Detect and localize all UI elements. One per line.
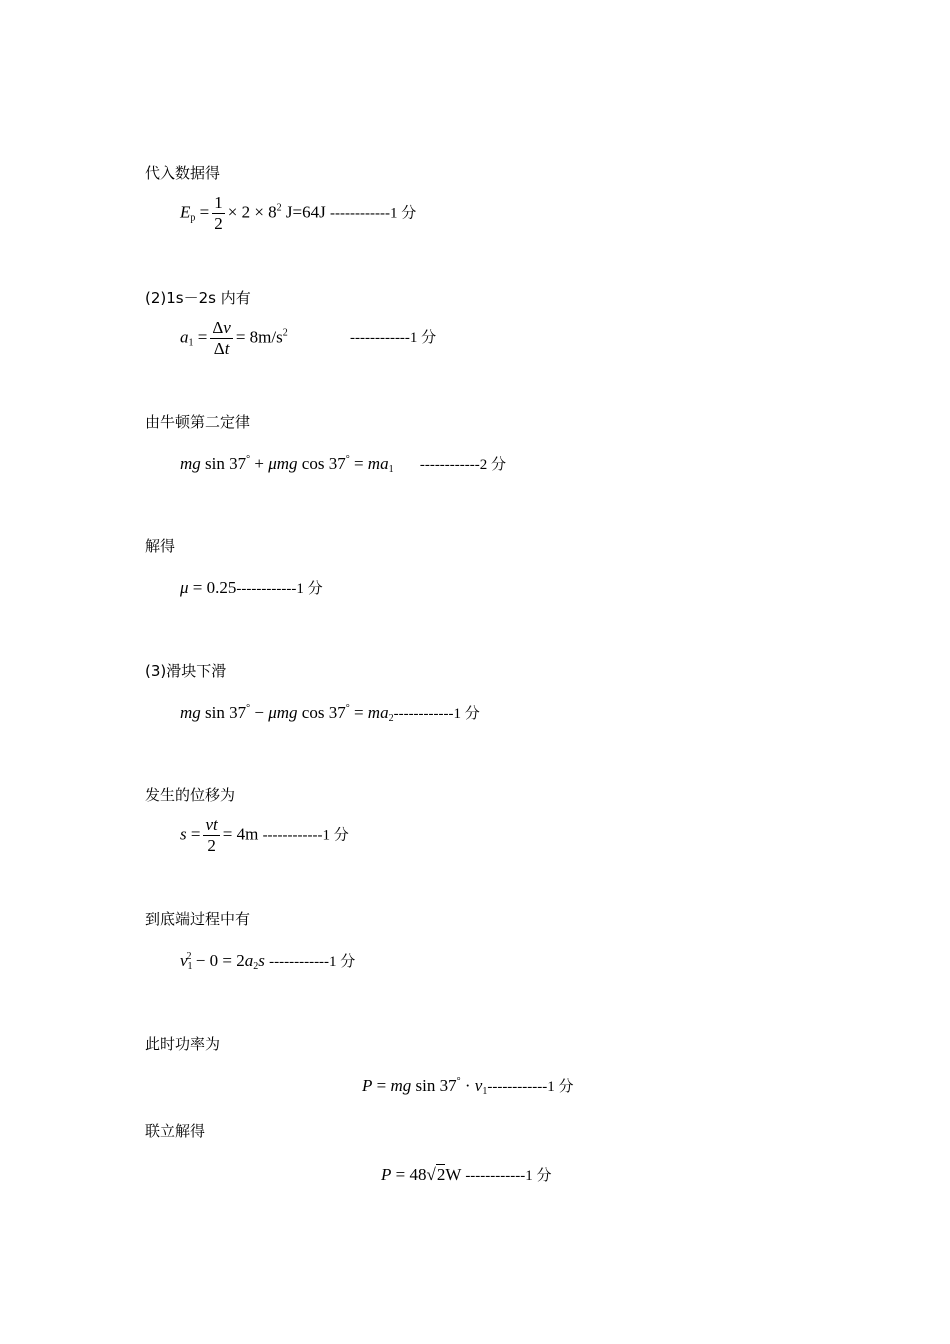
score-9: ------------1 分 xyxy=(465,1168,552,1184)
equation-kinematics: $v_1^2 - 0 = 2a_2s$ ------------1 分 xyxy=(180,951,356,972)
score-5: ------------1 分 xyxy=(393,706,480,722)
equation-ep: $E_p$ = $\frac{1}{2}$ × $2 \times 8^2$ J=64J ------------1 分 xyxy=(180,193,417,233)
label-newton: 由牛顿第二定律 xyxy=(145,413,251,431)
label-to-bottom: 到底端过程中有 xyxy=(145,910,251,928)
score-1: ------------1 分 xyxy=(330,205,417,222)
score-8: ------------1 分 xyxy=(487,1079,574,1095)
score-7: ------------1 分 xyxy=(269,954,356,970)
equation-final-power: P = 48√2W ------------1 分 xyxy=(381,1165,552,1184)
label-power: 此时功率为 xyxy=(145,1035,221,1053)
equation-acceleration: $a_1$ = $\frac{\Delta v}{\Delta t}$ = $8m/s^2$ ------------1 分 xyxy=(180,318,437,358)
label-slide-down: (3)滑块下滑 xyxy=(145,662,227,680)
score-4: ------------1 分 xyxy=(236,581,323,597)
equation-displacement: s = $\frac{vt}{2}$ = 4m ------------1 分 xyxy=(180,815,349,855)
score-2: ------------1 分 xyxy=(349,330,437,347)
label-interval: (2)1s－2s 内有 xyxy=(145,289,251,307)
label-solve: 解得 xyxy=(145,537,176,555)
label-substitute: 代入数据得 xyxy=(145,164,221,182)
equation-newton-down: mg sin 37° − μmg $\cos 37^\circ = ma_2------------1$ 分 xyxy=(180,703,480,724)
label-displacement: 发生的位移为 xyxy=(145,786,236,804)
score-6: ------------1 分 xyxy=(262,827,349,844)
score-3: ------------2 分 xyxy=(419,457,507,473)
equation-mu: μ = 0.25------------1 分 xyxy=(180,578,323,597)
equation-newton-up: mg sin 37° + μmg $\cos 37^\circ = ma_1$ ------------2 分 xyxy=(180,454,507,475)
label-combined: 联立解得 xyxy=(145,1122,206,1140)
equation-power: P = mg $\sin 37^\circ \cdot v_1------------1$ 分 xyxy=(362,1076,574,1097)
